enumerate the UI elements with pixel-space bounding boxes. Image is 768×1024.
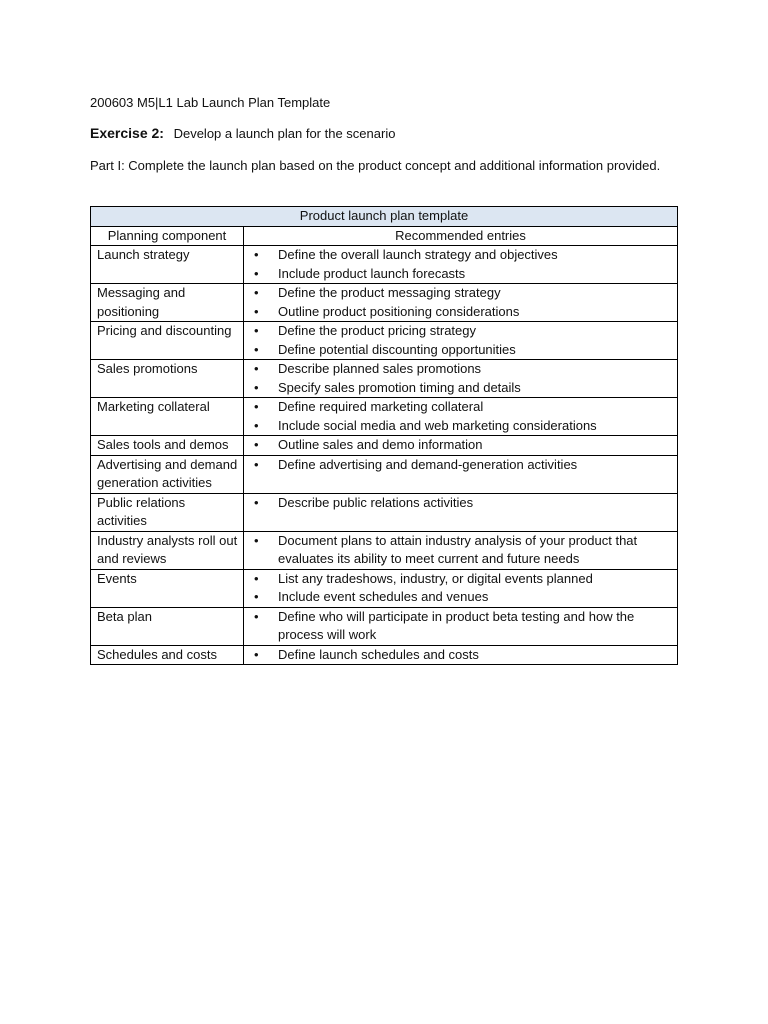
bullet-icon: • bbox=[254, 341, 259, 357]
list-item bbox=[254, 265, 671, 284]
table-row bbox=[91, 455, 678, 493]
entries-list bbox=[254, 608, 671, 645]
list-item bbox=[254, 417, 671, 436]
planning-component-cell: Schedules and costs bbox=[91, 645, 244, 665]
entry-text: Document plans to attain industry analysis of your product that evaluates its ability to meet current and future needs bbox=[278, 532, 638, 566]
table-row bbox=[91, 436, 678, 456]
entry-text: Define potential discounting opportunities bbox=[278, 341, 516, 357]
entries-list bbox=[254, 322, 671, 359]
bullet-icon: • bbox=[254, 379, 259, 395]
launch-plan-table bbox=[90, 206, 678, 665]
entries-list bbox=[254, 570, 671, 607]
column-header-entries: Recommended entries bbox=[244, 226, 678, 246]
planning-component-cell: Messaging and positioning bbox=[91, 284, 244, 322]
recommended-entries-cell bbox=[244, 360, 678, 398]
table-caption: Product launch plan template bbox=[91, 207, 678, 227]
entry-text: Define the overall launch strategy and objectives bbox=[278, 247, 558, 262]
bullet-icon: • bbox=[254, 437, 259, 452]
bullet-icon: • bbox=[254, 361, 259, 376]
planning-component-cell: Advertising and demand generation activities bbox=[91, 455, 244, 493]
table-row bbox=[91, 322, 678, 360]
entries-list bbox=[254, 456, 671, 475]
entry-text: Define the product messaging strategy bbox=[278, 285, 501, 300]
bullet-icon: • bbox=[254, 399, 259, 414]
planning-component-cell: Events bbox=[91, 569, 244, 607]
table-row bbox=[91, 531, 678, 569]
bullet-icon: • bbox=[254, 589, 259, 604]
table-row bbox=[91, 398, 678, 436]
list-item bbox=[254, 570, 671, 589]
table-row bbox=[91, 246, 678, 284]
table-row bbox=[91, 645, 678, 665]
planning-component-cell: Marketing collateral bbox=[91, 398, 244, 436]
entries-list bbox=[254, 436, 671, 455]
list-item bbox=[254, 608, 671, 645]
bullet-icon: • bbox=[254, 608, 259, 624]
list-item bbox=[254, 322, 671, 341]
bullet-icon: • bbox=[254, 646, 259, 662]
recommended-entries-cell bbox=[244, 246, 678, 284]
recommended-entries-cell bbox=[244, 569, 678, 607]
list-item bbox=[254, 341, 671, 360]
list-item bbox=[254, 360, 671, 379]
list-item bbox=[254, 436, 671, 455]
entry-text: Define required marketing collateral bbox=[278, 399, 484, 414]
table-caption-row bbox=[91, 207, 678, 227]
entry-text: Define who will participate in product beta testing and how the process will work bbox=[278, 608, 635, 642]
entry-text: Include social media and web marketing considerations bbox=[278, 417, 597, 433]
entry-text: Define advertising and demand-generation activities bbox=[278, 456, 578, 472]
planning-component-cell: Beta plan bbox=[91, 607, 244, 645]
recommended-entries-cell bbox=[244, 607, 678, 645]
entries-list bbox=[254, 494, 671, 513]
list-item bbox=[254, 303, 671, 322]
list-item bbox=[254, 398, 671, 417]
bullet-icon: • bbox=[254, 532, 259, 548]
entries-list bbox=[254, 532, 671, 569]
entry-text: Include product launch forecasts bbox=[278, 265, 466, 281]
list-item bbox=[254, 532, 671, 569]
recommended-entries-cell bbox=[244, 645, 678, 665]
recommended-entries-cell bbox=[244, 284, 678, 322]
planning-component-cell: Sales promotions bbox=[91, 360, 244, 398]
column-header-component: Planning component bbox=[91, 226, 244, 246]
recommended-entries-cell bbox=[244, 493, 678, 531]
table-row bbox=[91, 493, 678, 531]
entries-list bbox=[254, 284, 671, 321]
entry-text: Describe public relations activities bbox=[278, 494, 474, 510]
entries-list bbox=[254, 646, 671, 665]
recommended-entries-cell bbox=[244, 455, 678, 493]
table-row bbox=[91, 569, 678, 607]
entry-text: Outline product positioning considerations bbox=[278, 303, 520, 319]
exercise-label: Exercise 2: bbox=[90, 125, 164, 141]
list-item bbox=[254, 646, 671, 665]
list-item bbox=[254, 246, 671, 265]
recommended-entries-cell bbox=[244, 322, 678, 360]
entries-list bbox=[254, 398, 671, 435]
list-item bbox=[254, 588, 671, 607]
bullet-icon: • bbox=[254, 265, 259, 281]
table-row bbox=[91, 360, 678, 398]
entries-list bbox=[254, 360, 671, 397]
entry-text: Specify sales promotion timing and details bbox=[278, 379, 521, 395]
bullet-icon: • bbox=[254, 417, 259, 433]
entry-text: Describe planned sales promotions bbox=[278, 361, 482, 376]
table-row bbox=[91, 607, 678, 645]
bullet-icon: • bbox=[254, 570, 259, 586]
entry-text: Outline sales and demo information bbox=[278, 437, 483, 452]
planning-component-cell: Public relations activities bbox=[91, 493, 244, 531]
table-row bbox=[91, 284, 678, 322]
bullet-icon: • bbox=[254, 285, 259, 300]
list-item bbox=[254, 284, 671, 303]
part-instructions: Part I: Complete the launch plan based on the product concept and additional information provided. bbox=[90, 158, 661, 173]
recommended-entries-cell bbox=[244, 398, 678, 436]
table-body bbox=[91, 246, 678, 665]
list-item bbox=[254, 494, 671, 513]
entry-text: Define launch schedules and costs bbox=[278, 646, 479, 662]
bullet-icon: • bbox=[254, 303, 259, 319]
document-title: 200603 M5|L1 Lab Launch Plan Template bbox=[90, 95, 331, 110]
entry-text: List any tradeshows, industry, or digital events planned bbox=[278, 570, 593, 586]
entry-text: Define the product pricing strategy bbox=[278, 323, 476, 338]
planning-component-cell: Sales tools and demos bbox=[91, 436, 244, 456]
planning-component-cell: Launch strategy bbox=[91, 246, 244, 284]
bullet-icon: • bbox=[254, 494, 259, 510]
bullet-icon: • bbox=[254, 247, 259, 262]
planning-component-cell: Industry analysts roll out and reviews bbox=[91, 531, 244, 569]
entry-text: Include event schedules and venues bbox=[278, 589, 489, 604]
exercise-text: Develop a launch plan for the scenario bbox=[173, 126, 396, 141]
bullet-icon: • bbox=[254, 323, 259, 338]
table-header-row bbox=[91, 226, 678, 246]
list-item bbox=[254, 379, 671, 398]
list-item bbox=[254, 456, 671, 475]
recommended-entries-cell bbox=[244, 436, 678, 456]
planning-component-cell: Pricing and discounting bbox=[91, 322, 244, 360]
exercise-heading bbox=[90, 124, 395, 143]
recommended-entries-cell bbox=[244, 531, 678, 569]
bullet-icon: • bbox=[254, 456, 259, 472]
entries-list bbox=[254, 246, 671, 283]
